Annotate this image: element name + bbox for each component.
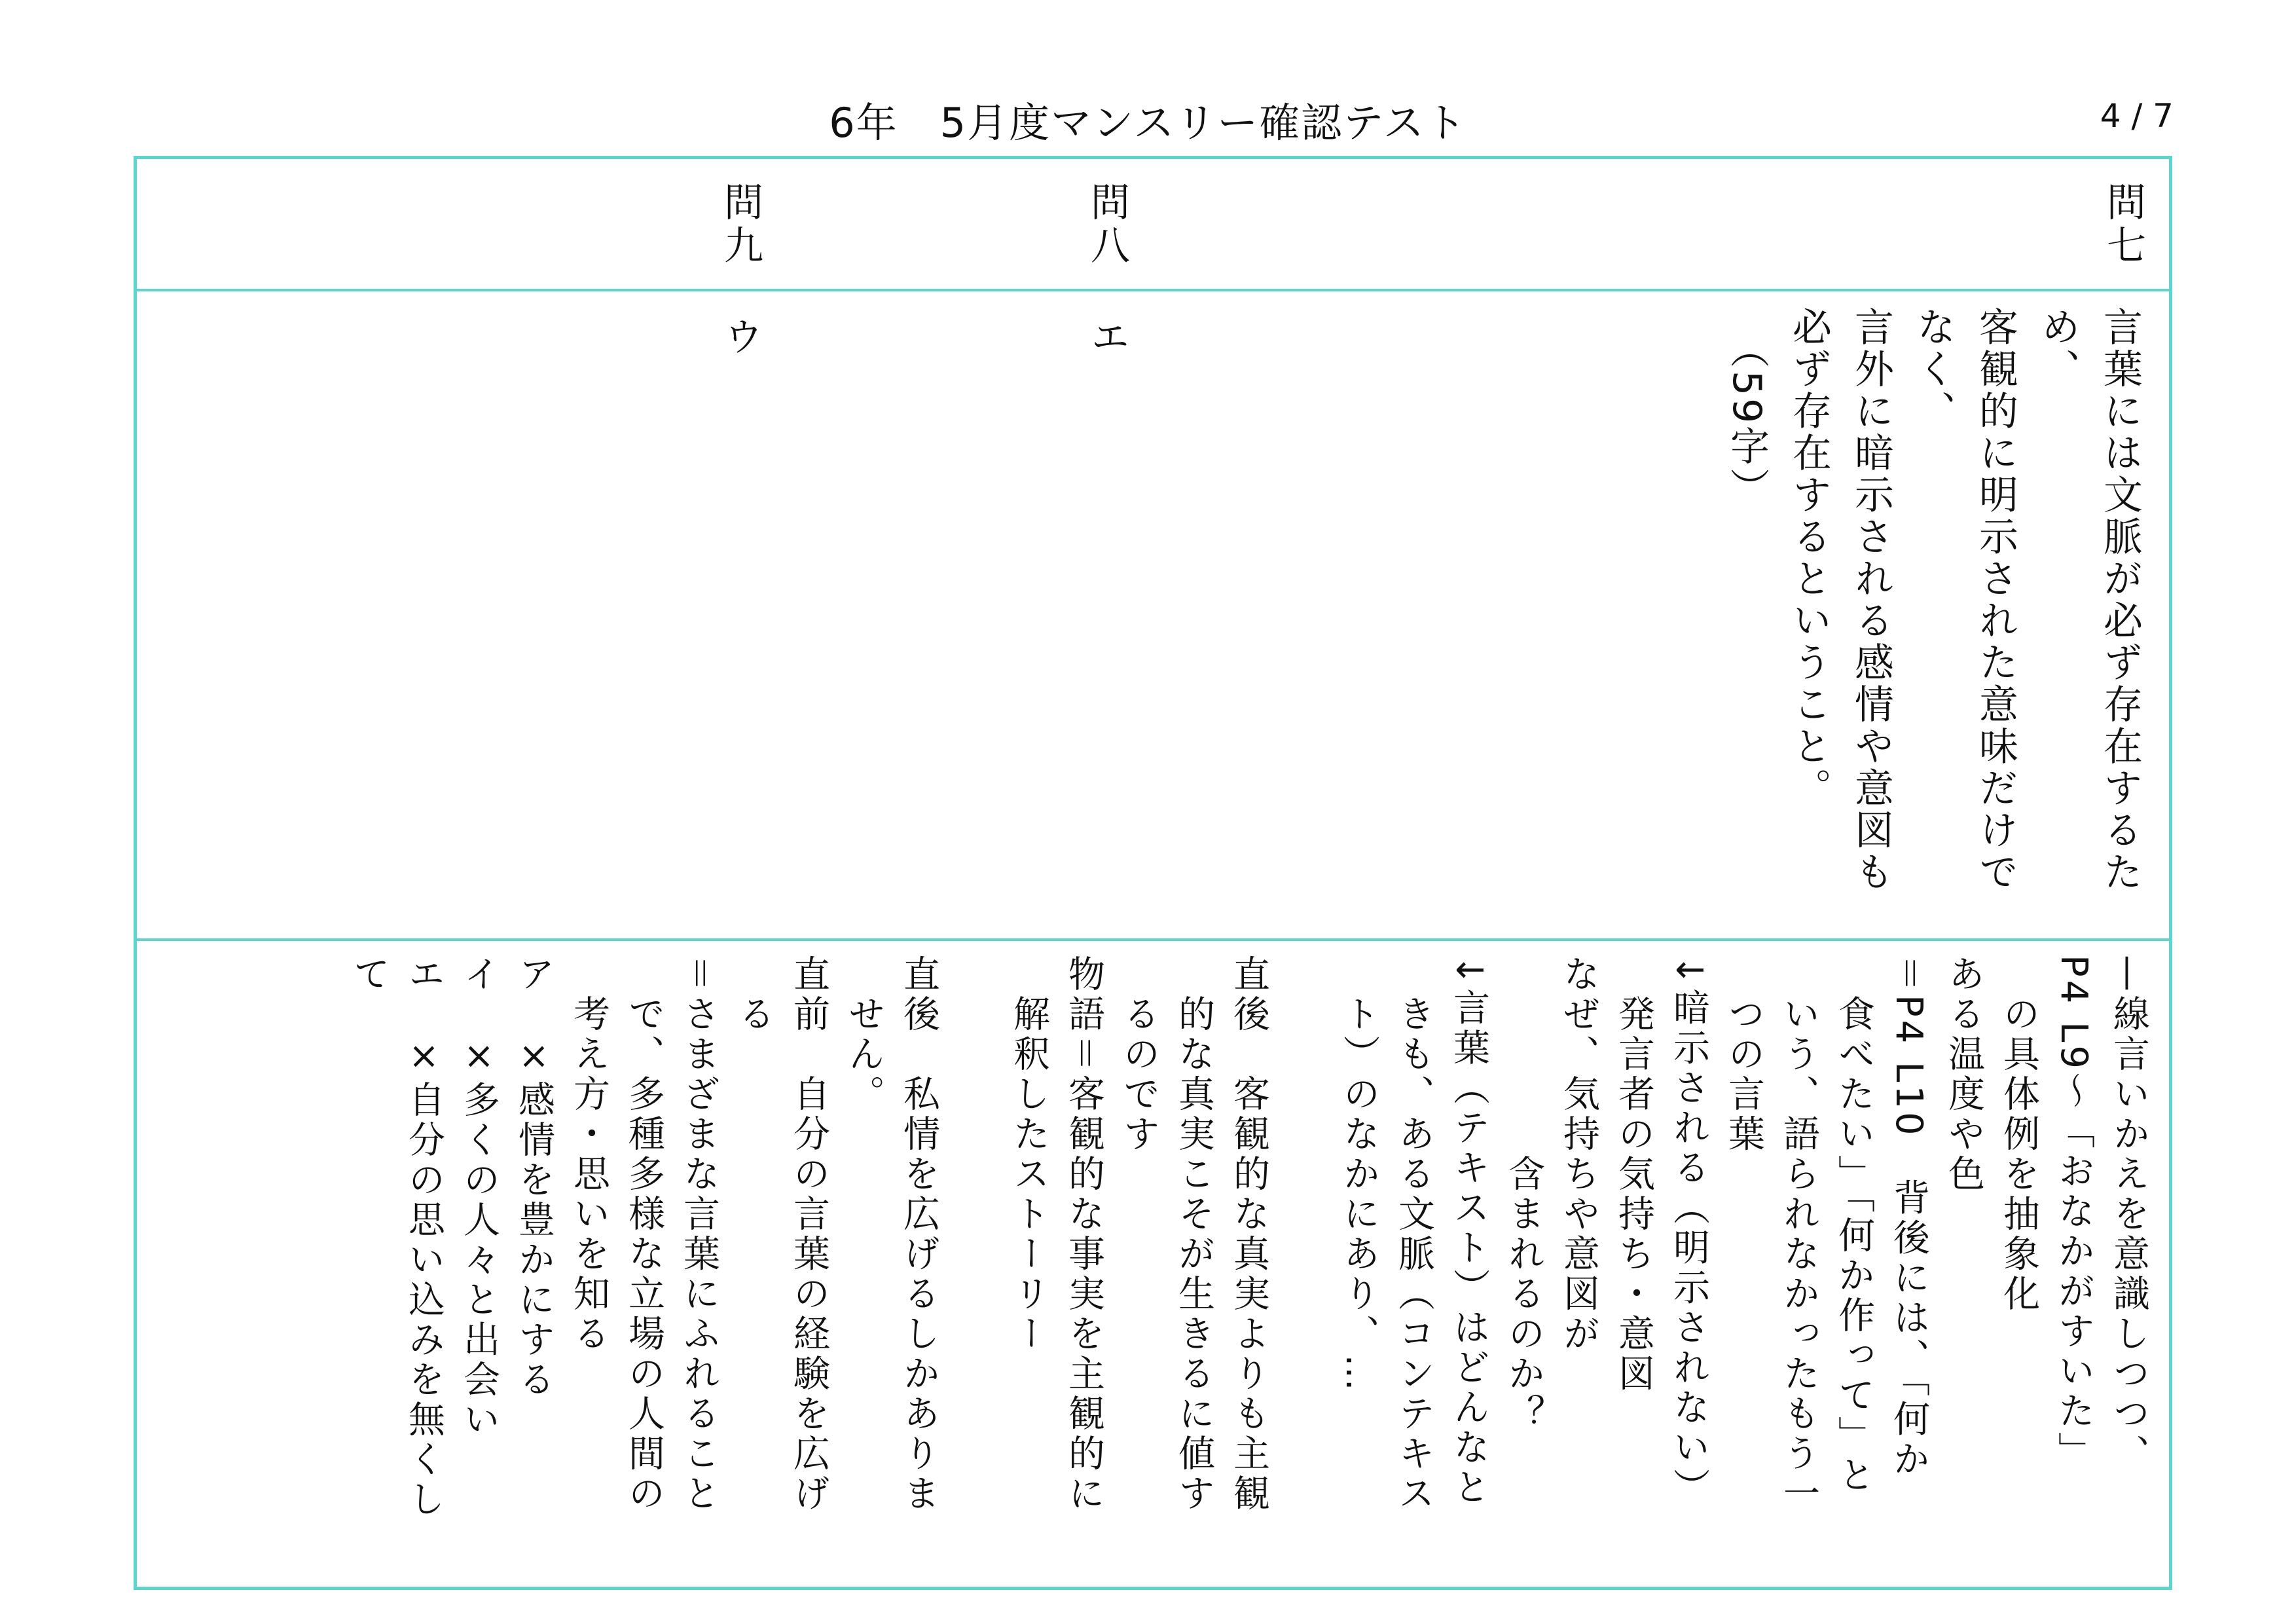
divider-notes <box>137 938 2169 941</box>
answer-q7-line: なく、 <box>1910 306 1956 432</box>
note-line: 発言者の気持ち・意図 <box>1613 955 1655 1394</box>
note-line: いう、語られなかったもう一 <box>1777 955 1820 1514</box>
answer-sheet <box>134 156 2172 1590</box>
note-line: ＝P4 L10 背後には、「何か <box>1887 955 1930 1480</box>
note-line: る <box>733 955 775 1035</box>
question-label-7: 問七 <box>2100 181 2146 268</box>
question-label-8: 問八 <box>1084 181 1130 268</box>
note-line: エ ×自分の思い込みを無くし <box>403 955 445 1520</box>
note-line: きも、ある文脈（コンテキス <box>1393 955 1435 1514</box>
divider-header <box>137 289 2169 291</box>
note-line: 直後 私情を広げるしかありま <box>898 955 940 1514</box>
page-number: 4 / 7 <box>2100 97 2174 135</box>
answer-q7-line: め、 <box>2035 306 2081 390</box>
note-line: ＝さまざまな言葉にふれること <box>678 955 720 1514</box>
page-title: 6年 5月度マンスリー確認テスト <box>829 99 1467 147</box>
note-line: つの言葉 <box>1722 955 1765 1154</box>
answer-q9: ウ <box>718 316 763 357</box>
note-line: で、多種多様な立場の人間の <box>623 955 665 1514</box>
note-line: 考え方・思いを知る <box>568 955 610 1354</box>
answer-q7-line: （59字） <box>1724 306 1770 510</box>
note-line: 食べたい」「何か作って」と <box>1832 955 1875 1496</box>
note-line: 的な真実こそが生きるに値す <box>1173 955 1215 1514</box>
note-line: ↓言葉（テキスト）はどんなと <box>1448 955 1490 1508</box>
note-line: 直前 自分の言葉の経験を広げ <box>788 955 830 1514</box>
note-line: イ ×多くの人々と出会い <box>458 955 500 1440</box>
note-line: ある温度や色 <box>1942 955 1985 1194</box>
note-line: 直後 客観的な真実よりも主観 <box>1228 955 1270 1514</box>
question-label-9: 問九 <box>718 181 763 268</box>
note-line: の具体例を抽象化 <box>1997 955 2040 1314</box>
note-line: 解釈したストーリー <box>1008 955 1050 1354</box>
note-line: せん。 <box>843 955 885 1115</box>
note-line <box>946 955 1001 1520</box>
note-line: —線言いかえを意識しつつ、 <box>2107 955 2150 1474</box>
note-line: ↓暗示される（明示されない） <box>1667 955 1710 1508</box>
explanation-notes <box>341 955 2156 1520</box>
answer-q8: エ <box>1084 316 1130 357</box>
note-line: 含まれるのか？ <box>1503 955 1545 1434</box>
answer-q7-line: 客観的に明示された意味だけで <box>1973 306 2018 893</box>
note-line <box>1276 955 1331 1520</box>
answer-q7 <box>1715 306 2151 893</box>
answer-q7-line: 必ず存在するということ。 <box>1786 306 1832 809</box>
note-line: ア ×感情を豊かにする <box>513 955 555 1400</box>
note-line: ト）のなかにあり、… <box>1338 955 1380 1394</box>
note-line: なぜ、気持ちや意図が <box>1558 955 1600 1354</box>
note-line: 物語＝客観的な事実を主観的に <box>1063 955 1105 1514</box>
answer-q7-line: 言外に暗示される感情や意図も <box>1848 306 1894 893</box>
answer-q7-line: 言葉には文脈が必ず存在するた <box>2097 306 2143 893</box>
note-line: て <box>348 955 390 995</box>
note-line: P4 L9〜「おなかがすいた」 <box>2052 955 2095 1472</box>
note-line: るのです <box>1118 955 1160 1154</box>
